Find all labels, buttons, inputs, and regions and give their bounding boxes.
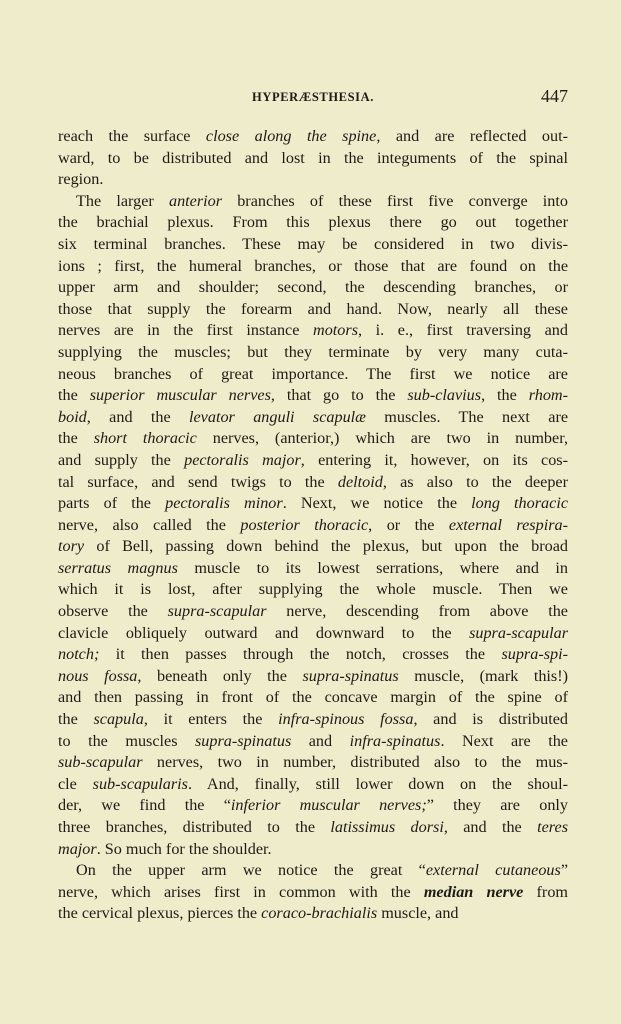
emphasis-text: supra-scapular xyxy=(167,602,267,621)
emphasis-text: pectoralis major xyxy=(184,450,301,469)
text-run: parts of the xyxy=(58,494,166,513)
text-line xyxy=(58,493,568,515)
text-run: , it enters the xyxy=(143,710,279,729)
emphasis-text: supra-scapular xyxy=(469,623,568,642)
text-run: clavicle obliquely outward and downward to the xyxy=(58,623,470,642)
text-run: , and is distributed xyxy=(413,710,568,729)
emphasis-text: supra-spinatus xyxy=(302,666,399,685)
text-run: ” xyxy=(560,861,568,880)
text-line xyxy=(58,601,568,623)
emphasis-text: boid xyxy=(58,407,87,426)
text-line xyxy=(58,428,568,450)
text-run: , beneath only the xyxy=(137,666,303,685)
text-line xyxy=(58,212,568,234)
emphasis-text: posterior thoracic xyxy=(240,515,369,534)
text-line xyxy=(58,385,568,407)
emphasis-text: infra-spinatus xyxy=(349,731,441,750)
text-run: , entering it, however, on its cos- xyxy=(300,450,568,469)
emphasis-text: coraco-brachialis xyxy=(261,904,378,923)
text-run: upper arm and shoulder; second, the descending branches, or xyxy=(58,278,568,297)
text-line xyxy=(58,342,568,364)
text-run: of Bell, passing down behind the plexus, but upon the broad xyxy=(84,537,568,556)
emphasis-text: pectoralis minor xyxy=(165,494,283,513)
text-run: der, we find the “ xyxy=(58,796,231,815)
text-run: to the muscles xyxy=(58,731,195,750)
text-line xyxy=(58,320,568,342)
text-run: , or the xyxy=(368,515,449,534)
text-run: and supply the xyxy=(58,450,185,469)
text-run: muscle, (mark this!) xyxy=(398,666,569,685)
text-line xyxy=(58,752,568,774)
text-run: . Next, we notice the xyxy=(282,494,472,513)
text-run: six terminal branches. These may be considered in two divis- xyxy=(58,234,568,253)
text-line xyxy=(58,126,568,148)
text-run: nerve, also called the xyxy=(58,515,241,534)
text-line xyxy=(58,191,568,213)
text-run: , that go to the xyxy=(270,386,408,405)
emphasis-text: deltoid xyxy=(337,472,383,491)
text-line xyxy=(58,623,568,645)
text-line xyxy=(58,731,568,753)
text-run: cle xyxy=(58,774,93,793)
text-line xyxy=(58,364,568,386)
text-run: branches of these first five converge into xyxy=(222,191,568,210)
text-run: muscles. The next are xyxy=(365,407,569,426)
text-line xyxy=(58,472,568,494)
emphasis-text: external cutaneous xyxy=(425,861,561,880)
text-run: nerve, which arises first in common with the xyxy=(58,882,424,901)
text-run: , as also to the deeper xyxy=(382,472,568,491)
emphasis-text: anterior xyxy=(168,191,223,210)
text-run: region. xyxy=(58,170,104,189)
text-line xyxy=(58,148,568,170)
text-line xyxy=(58,666,568,688)
text-line xyxy=(58,644,568,666)
text-line xyxy=(58,817,568,839)
text-run: those that supply the forearm and hand. Now, nearly all these xyxy=(58,299,568,318)
text-line xyxy=(58,774,568,796)
emphasis-text: sub-clavius xyxy=(407,386,482,405)
text-line xyxy=(58,256,568,278)
text-run: muscle to its lowest serrations, where and in xyxy=(177,558,568,577)
text-line xyxy=(58,795,568,817)
text-run: the xyxy=(58,429,94,448)
text-line xyxy=(58,169,568,191)
emphasis-text: short thoracic xyxy=(93,429,197,448)
text-run: and xyxy=(291,731,350,750)
text-run: nerves are in the first instance xyxy=(58,321,314,340)
text-run: . Next are the xyxy=(440,731,568,750)
text-line xyxy=(58,709,568,731)
text-run: , i. e., first traversing and xyxy=(358,321,568,340)
page-header xyxy=(58,86,568,108)
text-run: three branches, distributed to the xyxy=(58,818,331,836)
emphasis-text: sub-scapular xyxy=(58,753,143,772)
emphasis-text: levator anguli scapulæ xyxy=(189,407,366,426)
text-run: tal surface, and send twigs to the xyxy=(58,472,338,491)
emphasis-text: major xyxy=(58,839,97,858)
text-line xyxy=(58,277,568,299)
emphasis-text: median nerve xyxy=(423,882,524,901)
text-run: the brachial plexus. From this plexus there go out together xyxy=(58,213,568,232)
text-line xyxy=(58,299,568,321)
emphasis-text: tory xyxy=(58,537,85,556)
body-text xyxy=(58,126,568,925)
text-line xyxy=(58,903,568,925)
text-run: ions ; first, the humeral branches, or those that are found on the xyxy=(58,256,568,275)
text-line xyxy=(58,860,568,882)
running-head: HYPERÆSTHESIA. xyxy=(252,90,374,104)
text-run: nerve, descending from above the xyxy=(266,602,568,621)
emphasis-text: close along the spine xyxy=(205,127,377,145)
emphasis-text: infra-spinous fossa xyxy=(278,710,414,729)
text-run: . So much for the shoulder. xyxy=(96,839,272,858)
emphasis-text: inferior muscular nerves; xyxy=(230,796,427,815)
emphasis-text: teres xyxy=(537,818,568,836)
emphasis-text: supra-spinatus xyxy=(195,731,292,750)
emphasis-text: external respira- xyxy=(448,515,568,534)
text-run: from xyxy=(523,882,569,901)
emphasis-text: long thoracic xyxy=(471,494,568,513)
emphasis-text: supra-spi- xyxy=(501,645,568,664)
text-line xyxy=(58,839,568,861)
text-line xyxy=(58,536,568,558)
text-run: the xyxy=(58,710,94,729)
emphasis-text: serratus magnus xyxy=(58,558,178,577)
emphasis-text: superior muscular nerves xyxy=(89,386,271,405)
text-run: , and the xyxy=(443,818,538,836)
text-run: nerves, two in number, distributed also to the mus- xyxy=(142,753,568,772)
text-run: ward, to be distributed and lost in the integuments of the spinal xyxy=(58,148,568,167)
emphasis-text: rhom- xyxy=(528,386,568,405)
text-run: The larger xyxy=(76,191,169,210)
text-line xyxy=(58,515,568,537)
text-line xyxy=(58,407,568,429)
emphasis-text: latissimus dorsi xyxy=(330,818,444,836)
text-run: it then passes through the notch, crosses the xyxy=(99,645,502,664)
text-run: ” they are only xyxy=(426,796,568,815)
text-run: , the xyxy=(481,386,529,405)
text-run: which it is lost, after supplying the whole muscle. Then we xyxy=(58,580,568,599)
text-run: the cervical plexus, pierces the xyxy=(58,904,262,923)
text-run: , and the xyxy=(86,407,189,426)
text-run: nerves, (anterior,) which are two in number, xyxy=(196,429,568,448)
emphasis-text: notch; xyxy=(58,645,100,664)
text-line xyxy=(58,558,568,580)
text-run: On the upper arm we notice the great “ xyxy=(76,861,426,880)
text-run: reach the surface xyxy=(58,127,206,145)
text-run: and then passing in front of the concave margin of the spine of xyxy=(58,688,568,707)
text-line xyxy=(58,882,568,904)
page-number: 447 xyxy=(541,86,568,106)
text-run: muscle, and xyxy=(377,904,459,923)
text-run: , and are reflected out- xyxy=(376,127,569,145)
emphasis-text: sub-scapularis xyxy=(92,774,188,793)
text-run: . And, finally, still lower down on the shoul- xyxy=(187,774,568,793)
text-line xyxy=(58,450,568,472)
text-line xyxy=(58,234,568,256)
text-run: the xyxy=(58,386,90,405)
emphasis-text: motors xyxy=(313,321,358,340)
text-run: observe the xyxy=(58,602,168,621)
text-line xyxy=(58,687,568,709)
text-run: neous branches of great importance. The first we notice are xyxy=(58,364,568,383)
emphasis-text: scapula xyxy=(93,710,144,729)
text-run: supplying the muscles; but they terminate by very many cuta- xyxy=(58,342,568,361)
text-line xyxy=(58,579,568,601)
emphasis-text: nous fossa xyxy=(58,666,138,685)
